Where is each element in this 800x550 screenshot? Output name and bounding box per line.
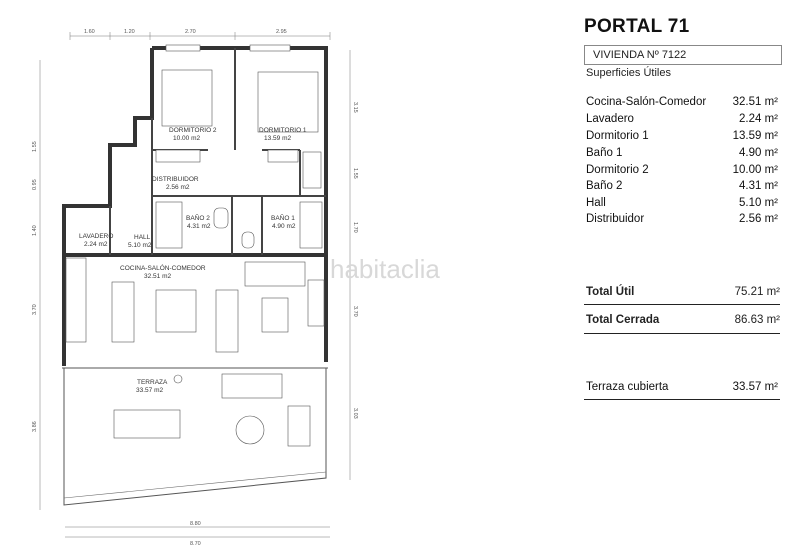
dim-bottom-a: 8.80	[190, 521, 201, 527]
room-name: Hall	[586, 197, 606, 209]
label-bano1: BAÑO 1	[271, 215, 295, 222]
dim-right-c: 1.70	[352, 222, 358, 233]
label-hall-area: 5.10 m2	[128, 242, 152, 249]
vivienda-box	[584, 45, 782, 65]
label-dorm1: DORMITORIO 1	[259, 127, 307, 134]
dim-bottom-b: 8.70	[190, 541, 201, 547]
dim-top-c: 2.70	[185, 29, 196, 35]
room-area: 5.10 m²	[739, 197, 778, 209]
label-cocina-area: 32.51 m2	[144, 273, 172, 280]
label-bano2-area: 4.31 m2	[187, 223, 211, 230]
label-dorm2: DORMITORIO 2	[169, 127, 217, 134]
label-bano2: BAÑO 2	[186, 215, 210, 222]
watermark: habitaclia	[330, 254, 440, 284]
dim-top-a: 1.60	[84, 29, 95, 35]
room-area: 4.90 m²	[739, 147, 778, 159]
dim-left-e: 3.86	[32, 421, 38, 432]
dim-left-b: 0.95	[32, 179, 38, 190]
room-name: Distribuidor	[586, 213, 645, 225]
label-lavadero: LAVADERO	[79, 233, 114, 240]
label-dorm2-area: 10.00 m2	[173, 135, 201, 142]
label-terraza: TERRAZA	[137, 379, 168, 386]
room-name: Dormitorio 2	[586, 164, 649, 176]
dim-top-b: 1.20	[124, 29, 135, 35]
room-area: 4.31 m²	[739, 180, 778, 192]
divider	[584, 399, 780, 400]
room-name: Baño 2	[586, 180, 623, 192]
terraza-value: 33.57 m²	[732, 381, 778, 393]
room-name: Baño 1	[586, 147, 623, 159]
dim-left-d: 3.70	[32, 304, 38, 315]
divider	[584, 333, 780, 334]
label-terraza-area: 33.57 m2	[136, 387, 164, 394]
dim-top-d: 2.95	[276, 29, 287, 35]
room-area: 13.59 m²	[732, 130, 778, 142]
label-lavadero-area: 2.24 m2	[84, 241, 108, 248]
room-name: Dormitorio 1	[586, 130, 649, 142]
total-cerrada-value: 86.63 m²	[734, 314, 780, 326]
section-subtitle: Superficies Útiles	[586, 67, 671, 79]
room-area: 10.00 m²	[732, 164, 778, 176]
label-hall: HALL	[134, 234, 151, 241]
page-title: PORTAL 71	[584, 16, 690, 37]
dim-right-d: 3.70	[352, 306, 358, 317]
total-cerrada-label: Total Cerrada	[586, 314, 660, 326]
label-cocina: COCINA-SALÓN-COMEDOR	[120, 265, 206, 272]
label-distrib: DISTRIBUIDOR	[152, 176, 199, 183]
vivienda-number: VIVIENDA Nº 7122	[593, 49, 687, 61]
divider	[584, 304, 780, 305]
room-name: Lavadero	[586, 113, 634, 125]
dim-left-a: 1.55	[32, 141, 38, 152]
total-util-label: Total Útil	[586, 286, 635, 298]
dim-right-a: 3.15	[352, 102, 358, 113]
label-distrib-area: 2.56 m2	[166, 184, 190, 191]
label-dorm1-area: 13.59 m2	[264, 135, 292, 142]
room-area: 32.51 m²	[732, 96, 778, 108]
label-bano1-area: 4.90 m2	[272, 223, 296, 230]
dim-left-c: 1.40	[32, 225, 38, 236]
dim-right-b: 1.55	[352, 168, 358, 179]
room-area: 2.56 m²	[739, 213, 778, 225]
room-area: 2.24 m²	[739, 113, 778, 125]
terraza-label: Terraza cubierta	[586, 381, 669, 393]
surface-panel	[584, 0, 784, 550]
room-name: Cocina-Salón-Comedor	[586, 96, 707, 108]
total-util-value: 75.21 m²	[734, 286, 780, 298]
dim-right-e: 3.03	[352, 408, 358, 419]
